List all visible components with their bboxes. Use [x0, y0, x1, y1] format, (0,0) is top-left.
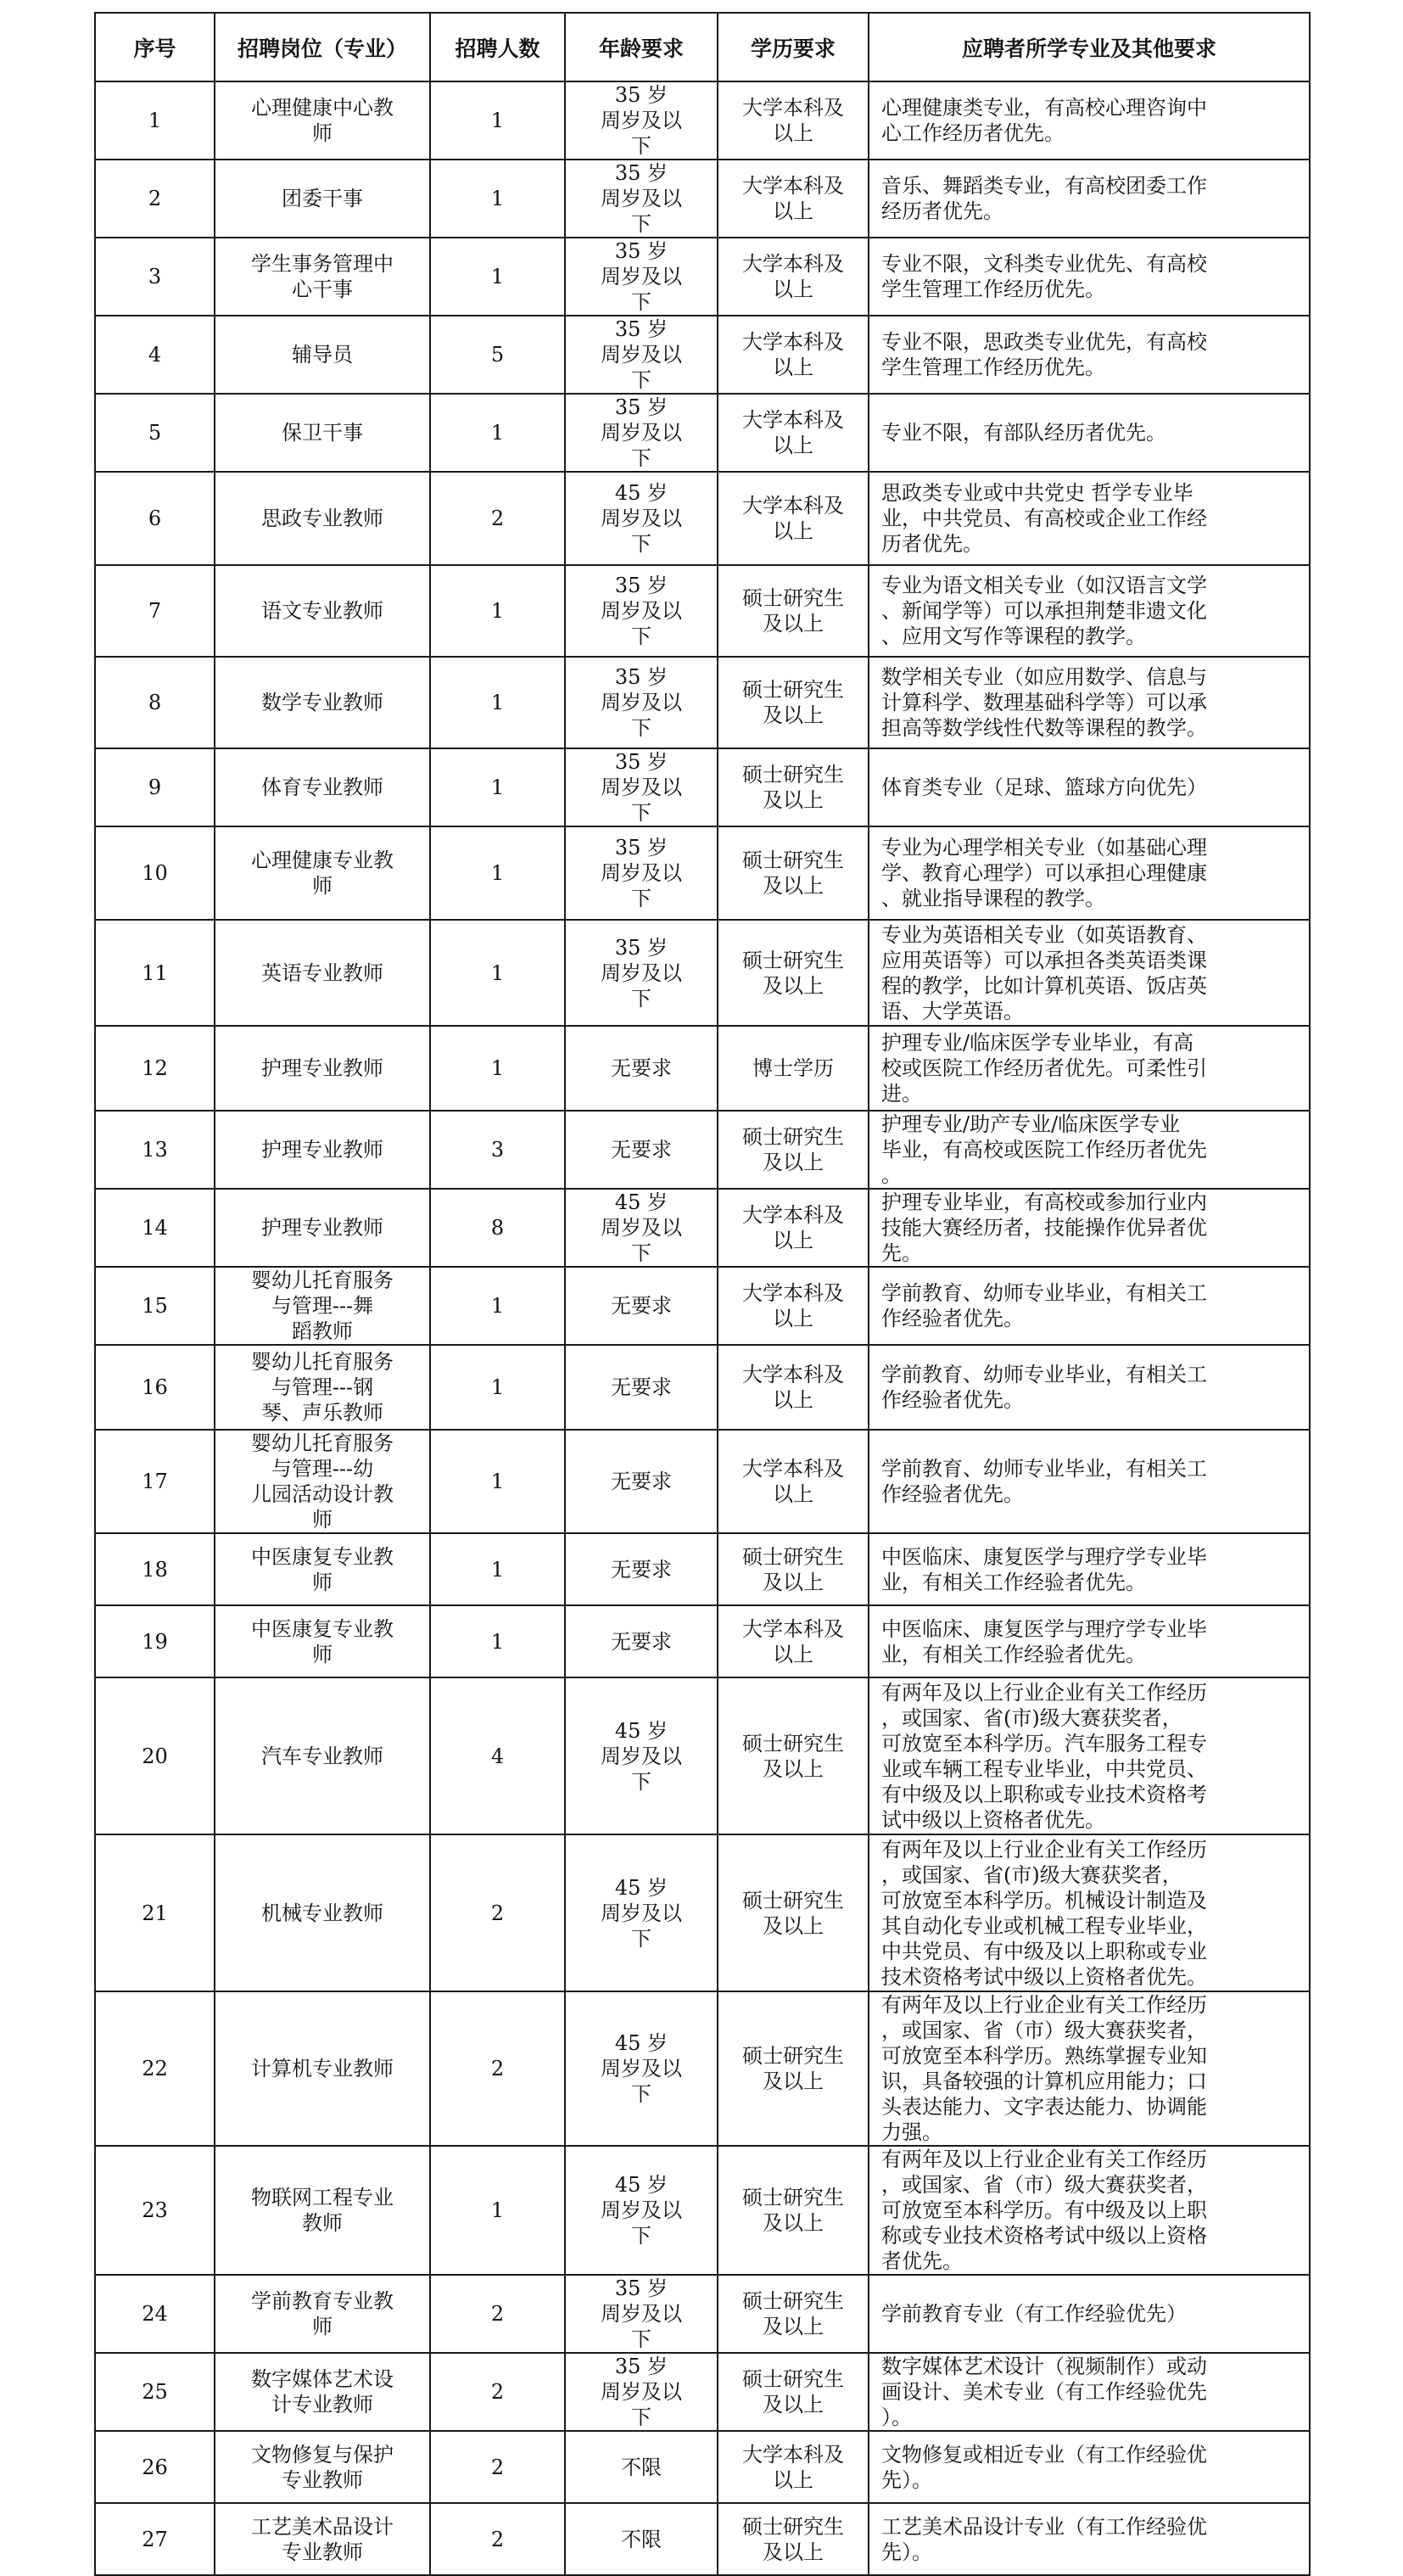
row-count: 1	[430, 1430, 565, 1533]
row-post: 心理健康专业教 师	[215, 826, 430, 920]
row-education: 博士学历	[718, 1026, 869, 1111]
row-requirements: 体育类专业（足球、篮球方向优先）	[869, 748, 1310, 826]
table-body	[95, 81, 1310, 2575]
table-row	[95, 2353, 1310, 2431]
table-row	[95, 2503, 1310, 2575]
recruitment-table	[94, 12, 1311, 2576]
table-row	[95, 1267, 1310, 1345]
row-age: 35 岁 周岁及以 下	[565, 81, 718, 160]
table-row	[95, 394, 1310, 472]
row-post: 护理专业教师	[215, 1111, 430, 1189]
row-count: 5	[430, 316, 565, 394]
row-number: 4	[95, 316, 215, 394]
table-row	[95, 657, 1310, 748]
row-age: 35 岁 周岁及以 下	[565, 394, 718, 472]
row-post: 婴幼儿托育服务 与管理---钢 琴、声乐教师	[215, 1345, 430, 1430]
row-count: 2	[430, 1834, 565, 1991]
row-number: 25	[95, 2353, 215, 2431]
row-number: 9	[95, 748, 215, 826]
row-number: 10	[95, 826, 215, 920]
row-count: 4	[430, 1677, 565, 1834]
row-count: 1	[430, 1345, 565, 1430]
row-post: 英语专业教师	[215, 920, 430, 1026]
table-row	[95, 1026, 1310, 1111]
row-requirements: 专业不限，有部队经历者优先。	[869, 394, 1310, 472]
row-number: 17	[95, 1430, 215, 1533]
row-number: 7	[95, 565, 215, 657]
row-post: 物联网工程专业 教师	[215, 2146, 430, 2275]
row-requirements: 学前教育、幼师专业毕业，有相关工 作经验者优先。	[869, 1267, 1310, 1345]
row-number: 14	[95, 1189, 215, 1267]
row-number: 22	[95, 1991, 215, 2146]
row-requirements: 学前教育专业（有工作经验优先）	[869, 2275, 1310, 2353]
row-count: 1	[430, 920, 565, 1026]
row-requirements: 专业为心理学相关专业（如基础心理 学、教育心理学）可以承担心理健康 、就业指导课程的教学。	[869, 826, 1310, 920]
row-post: 辅导员	[215, 316, 430, 394]
row-post: 思政专业教师	[215, 472, 430, 565]
row-requirements: 有两年及以上行业企业有关工作经历 ，或国家、省（市）级大赛获奖者， 可放宽至本科学历。熟练掌握专业知 识，具备较强的计算机应用能力；口 头表达能力、文字表达能力、协调能 力强。	[869, 1991, 1310, 2146]
row-age: 45 岁 周岁及以 下	[565, 1834, 718, 1991]
row-education: 硕士研究生 及以上	[718, 1834, 869, 1991]
row-count: 1	[430, 1267, 565, 1345]
table-row	[95, 748, 1310, 826]
table-row	[95, 565, 1310, 657]
row-education: 硕士研究生 及以上	[718, 2146, 869, 2275]
row-education: 硕士研究生 及以上	[718, 1111, 869, 1189]
row-post: 学前教育专业教 师	[215, 2275, 430, 2353]
row-age: 35 岁 周岁及以 下	[565, 748, 718, 826]
row-requirements: 数字媒体艺术设计（视频制作）或动 画设计、美术专业（有工作经验优先 ）。	[869, 2353, 1310, 2431]
table-row	[95, 1605, 1310, 1677]
row-age: 无要求	[565, 1345, 718, 1430]
row-education: 硕士研究生 及以上	[718, 1991, 869, 2146]
table-row	[95, 2275, 1310, 2353]
row-age: 无要求	[565, 1026, 718, 1111]
row-age: 无要求	[565, 1533, 718, 1605]
row-count: 2	[430, 1991, 565, 2146]
row-post: 婴幼儿托育服务 与管理---幼 儿园活动设计教 师	[215, 1430, 430, 1533]
row-requirements: 思政类专业或中共党史 哲学专业毕 业，中共党员、有高校或企业工作经 历者优先。	[869, 472, 1310, 565]
row-post: 心理健康中心教 师	[215, 81, 430, 160]
row-age: 35 岁 周岁及以 下	[565, 657, 718, 748]
row-number: 2	[95, 160, 215, 238]
row-number: 24	[95, 2275, 215, 2353]
row-age: 无要求	[565, 1267, 718, 1345]
row-requirements: 专业不限，思政类专业优先，有高校 学生管理工作经历优先。	[869, 316, 1310, 394]
row-post: 婴幼儿托育服务 与管理---舞 蹈教师	[215, 1267, 430, 1345]
row-age: 无要求	[565, 1111, 718, 1189]
row-age: 35 岁 周岁及以 下	[565, 920, 718, 1026]
row-requirements: 专业不限，文科类专业优先、有高校 学生管理工作经历优先。	[869, 238, 1310, 316]
row-number: 11	[95, 920, 215, 1026]
table-row	[95, 1533, 1310, 1605]
row-education: 大学本科及 以上	[718, 2431, 869, 2503]
row-requirements: 学前教育、幼师专业毕业，有相关工 作经验者优先。	[869, 1430, 1310, 1533]
row-age: 35 岁 周岁及以 下	[565, 316, 718, 394]
row-requirements: 学前教育、幼师专业毕业，有相关工 作经验者优先。	[869, 1345, 1310, 1430]
row-education: 大学本科及 以上	[718, 160, 869, 238]
table-row	[95, 920, 1310, 1026]
row-age: 45 岁 周岁及以 下	[565, 1677, 718, 1834]
row-number: 1	[95, 81, 215, 160]
row-requirements: 有两年及以上行业企业有关工作经历 ，或国家、省(市)级大赛获奖者， 可放宽至本科学历。汽车服务工程专 业或车辆工程专业毕业，中共党员、 有中级及以上职称或专业技术资格考 试中级以上资格者优先。	[869, 1677, 1310, 1834]
header-age: 年龄要求	[565, 13, 718, 81]
row-count: 1	[430, 826, 565, 920]
table-row	[95, 160, 1310, 238]
row-education: 大学本科及 以上	[718, 1267, 869, 1345]
row-requirements: 专业为语文相关专业（如汉语言文学 、新闻学等）可以承担荆楚非遗文化 、应用文写作等课程的教学。	[869, 565, 1310, 657]
row-number: 5	[95, 394, 215, 472]
table-row	[95, 472, 1310, 565]
row-age: 45 岁 周岁及以 下	[565, 1189, 718, 1267]
row-number: 6	[95, 472, 215, 565]
row-education: 大学本科及 以上	[718, 1189, 869, 1267]
row-requirements: 音乐、舞蹈类专业，有高校团委工作 经历者优先。	[869, 160, 1310, 238]
table-row	[95, 81, 1310, 160]
row-post: 机械专业教师	[215, 1834, 430, 1991]
row-number: 12	[95, 1026, 215, 1111]
row-education: 硕士研究生 及以上	[718, 2503, 869, 2575]
row-number: 15	[95, 1267, 215, 1345]
table-row	[95, 1991, 1310, 2146]
row-requirements: 护理专业/临床医学专业毕业，有高 校或医院工作经历者优先。可柔性引 进。	[869, 1026, 1310, 1111]
row-education: 硕士研究生 及以上	[718, 748, 869, 826]
row-requirements: 文物修复或相近专业（有工作经验优 先）。	[869, 2431, 1310, 2503]
row-post: 体育专业教师	[215, 748, 430, 826]
row-requirements: 工艺美术品设计专业（有工作经验优 先）。	[869, 2503, 1310, 2575]
table-row	[95, 1345, 1310, 1430]
table-row	[95, 2431, 1310, 2503]
row-number: 19	[95, 1605, 215, 1677]
row-number: 23	[95, 2146, 215, 2275]
row-count: 1	[430, 81, 565, 160]
row-age: 不限	[565, 2431, 718, 2503]
row-education: 硕士研究生 及以上	[718, 657, 869, 748]
row-post: 团委干事	[215, 160, 430, 238]
table-row	[95, 1111, 1310, 1189]
row-education: 硕士研究生 及以上	[718, 1677, 869, 1834]
row-requirements: 中医临床、康复医学与理疗学专业毕 业，有相关工作经验者优先。	[869, 1533, 1310, 1605]
row-count: 2	[430, 2431, 565, 2503]
row-post: 语文专业教师	[215, 565, 430, 657]
row-post: 文物修复与保护 专业教师	[215, 2431, 430, 2503]
table-row	[95, 1834, 1310, 1991]
row-count: 2	[430, 2503, 565, 2575]
row-post: 数学专业教师	[215, 657, 430, 748]
row-post: 护理专业教师	[215, 1026, 430, 1111]
table-row	[95, 238, 1310, 316]
row-age: 35 岁 周岁及以 下	[565, 826, 718, 920]
row-education: 硕士研究生 及以上	[718, 1533, 869, 1605]
row-education: 大学本科及 以上	[718, 81, 869, 160]
row-count: 2	[430, 2275, 565, 2353]
row-number: 26	[95, 2431, 215, 2503]
row-count: 2	[430, 2353, 565, 2431]
row-requirements: 数学相关专业（如应用数学、信息与 计算科学、数理基础科学等）可以承 担高等数学线性代数等课程的教学。	[869, 657, 1310, 748]
row-age: 35 岁 周岁及以 下	[565, 160, 718, 238]
row-post: 护理专业教师	[215, 1189, 430, 1267]
table-row	[95, 2146, 1310, 2275]
row-education: 大学本科及 以上	[718, 1430, 869, 1533]
row-count: 1	[430, 657, 565, 748]
row-age: 不限	[565, 2503, 718, 2575]
row-education: 硕士研究生 及以上	[718, 920, 869, 1026]
row-requirements: 有两年及以上行业企业有关工作经历 ，或国家、省(市)级大赛获奖者， 可放宽至本科学历。机械设计制造及 其自动化专业或机械工程专业毕业， 中共党员、有中级及以上职称或专业 技术资格考试中级以上资格者优先。	[869, 1834, 1310, 1991]
table-row	[95, 1677, 1310, 1834]
row-age: 45 岁 周岁及以 下	[565, 1991, 718, 2146]
recruitment-sheet	[94, 12, 1309, 2576]
row-count: 3	[430, 1111, 565, 1189]
row-count: 1	[430, 1533, 565, 1605]
row-number: 8	[95, 657, 215, 748]
row-number: 18	[95, 1533, 215, 1605]
row-number: 20	[95, 1677, 215, 1834]
row-education: 大学本科及 以上	[718, 1605, 869, 1677]
row-requirements: 护理专业/助产专业/临床医学专业 毕业，有高校或医院工作经历者优先 。	[869, 1111, 1310, 1189]
row-education: 大学本科及 以上	[718, 1345, 869, 1430]
row-requirements: 有两年及以上行业企业有关工作经历 ，或国家、省（市）级大赛获奖者， 可放宽至本科学历。有中级及以上职 称或专业技术资格考试中级以上资格 者优先。	[869, 2146, 1310, 2275]
row-requirements: 专业为英语相关专业（如英语教育、 应用英语等）可以承担各类英语类课 程的教学，比如计算机英语、饭店英 语、大学英语。	[869, 920, 1310, 1026]
row-post: 数字媒体艺术设 计专业教师	[215, 2353, 430, 2431]
row-education: 大学本科及 以上	[718, 316, 869, 394]
row-number: 16	[95, 1345, 215, 1430]
row-age: 无要求	[565, 1605, 718, 1677]
row-count: 1	[430, 748, 565, 826]
row-number: 3	[95, 238, 215, 316]
row-number: 21	[95, 1834, 215, 1991]
row-count: 8	[430, 1189, 565, 1267]
row-age: 无要求	[565, 1430, 718, 1533]
row-education: 硕士研究生 及以上	[718, 2275, 869, 2353]
row-count: 1	[430, 565, 565, 657]
row-education: 大学本科及 以上	[718, 472, 869, 565]
row-education: 大学本科及 以上	[718, 394, 869, 472]
header-count: 招聘人数	[430, 13, 565, 81]
row-count: 1	[430, 2146, 565, 2275]
row-count: 1	[430, 238, 565, 316]
row-post: 工艺美术品设计 专业教师	[215, 2503, 430, 2575]
row-age: 35 岁 周岁及以 下	[565, 565, 718, 657]
header-post: 招聘岗位（专业）	[215, 13, 430, 81]
row-requirements: 护理专业毕业，有高校或参加行业内 技能大赛经历者，技能操作优异者优 先。	[869, 1189, 1310, 1267]
header-row	[95, 13, 1310, 81]
row-count: 1	[430, 1605, 565, 1677]
row-post: 学生事务管理中 心干事	[215, 238, 430, 316]
row-post: 中医康复专业教 师	[215, 1533, 430, 1605]
row-education: 硕士研究生 及以上	[718, 565, 869, 657]
row-count: 2	[430, 472, 565, 565]
row-number: 27	[95, 2503, 215, 2575]
row-post: 保卫干事	[215, 394, 430, 472]
row-count: 1	[430, 1026, 565, 1111]
row-number: 13	[95, 1111, 215, 1189]
row-post: 中医康复专业教 师	[215, 1605, 430, 1677]
table-row	[95, 316, 1310, 394]
row-education: 大学本科及 以上	[718, 238, 869, 316]
table-row	[95, 826, 1310, 920]
row-count: 1	[430, 160, 565, 238]
row-requirements: 心理健康类专业，有高校心理咨询中 心工作经历者优先。	[869, 81, 1310, 160]
row-post: 汽车专业教师	[215, 1677, 430, 1834]
row-requirements: 中医临床、康复医学与理疗学专业毕 业，有相关工作经验者优先。	[869, 1605, 1310, 1677]
row-age: 35 岁 周岁及以 下	[565, 2275, 718, 2353]
row-count: 1	[430, 394, 565, 472]
row-age: 35 岁 周岁及以 下	[565, 2353, 718, 2431]
table-row	[95, 1430, 1310, 1533]
header-edu: 学历要求	[718, 13, 869, 81]
row-age: 45 岁 周岁及以 下	[565, 472, 718, 565]
row-age: 45 岁 周岁及以 下	[565, 2146, 718, 2275]
header-no: 序号	[95, 13, 215, 81]
header-requirements: 应聘者所学专业及其他要求	[869, 13, 1310, 81]
row-education: 硕士研究生 及以上	[718, 2353, 869, 2431]
row-age: 35 岁 周岁及以 下	[565, 238, 718, 316]
row-education: 硕士研究生 及以上	[718, 826, 869, 920]
table-row	[95, 1189, 1310, 1267]
row-post: 计算机专业教师	[215, 1991, 430, 2146]
